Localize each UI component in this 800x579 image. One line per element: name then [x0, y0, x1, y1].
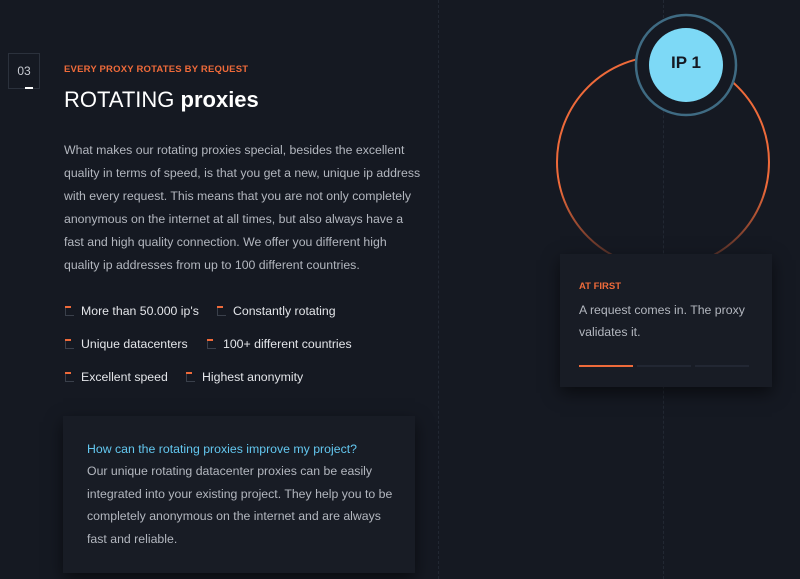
progress-segment[interactable]: [579, 365, 633, 367]
progress-segment[interactable]: [695, 365, 749, 367]
step-info-card: [560, 254, 772, 387]
feature-label: Excellent speed: [81, 370, 168, 384]
title-prefix: ROTATING: [64, 87, 181, 112]
feature-label: More than 50.000 ip's: [81, 304, 199, 318]
section-eyebrow: EVERY PROXY ROTATES BY REQUEST: [64, 64, 249, 75]
faq-answer: Our unique rotating datacenter proxies can be easily integrated into your existing project. They help you to be completely anonymous on the internet and are always fast and reliable.: [87, 464, 393, 546]
title-bold: proxies: [180, 87, 259, 112]
step-label: AT FIRST: [579, 281, 622, 292]
ip-node-label: IP 1: [671, 53, 701, 72]
feature-label: 100+ different countries: [223, 337, 352, 351]
feature-label: Constantly rotating: [233, 304, 336, 318]
step-number: 03: [17, 64, 31, 78]
section-description: What makes our rotating proxies special, besides the excellent quality in terms of speed, is that you get a new, unique ip address with every request. This means that you are not only completely anonymous on the internet at all times, but also always have a fast and high quality connection. We offer you different high quality ip addresses from up to 100 different countries.: [64, 143, 421, 272]
progress-segment[interactable]: [637, 365, 691, 367]
feature-label: Highest anonymity: [202, 370, 304, 384]
feature-label: Unique datacenters: [81, 337, 188, 351]
faq-question: How can the rotating proxies improve my project?: [87, 442, 357, 456]
step-text: A request comes in. The proxy validates it.: [579, 303, 745, 339]
